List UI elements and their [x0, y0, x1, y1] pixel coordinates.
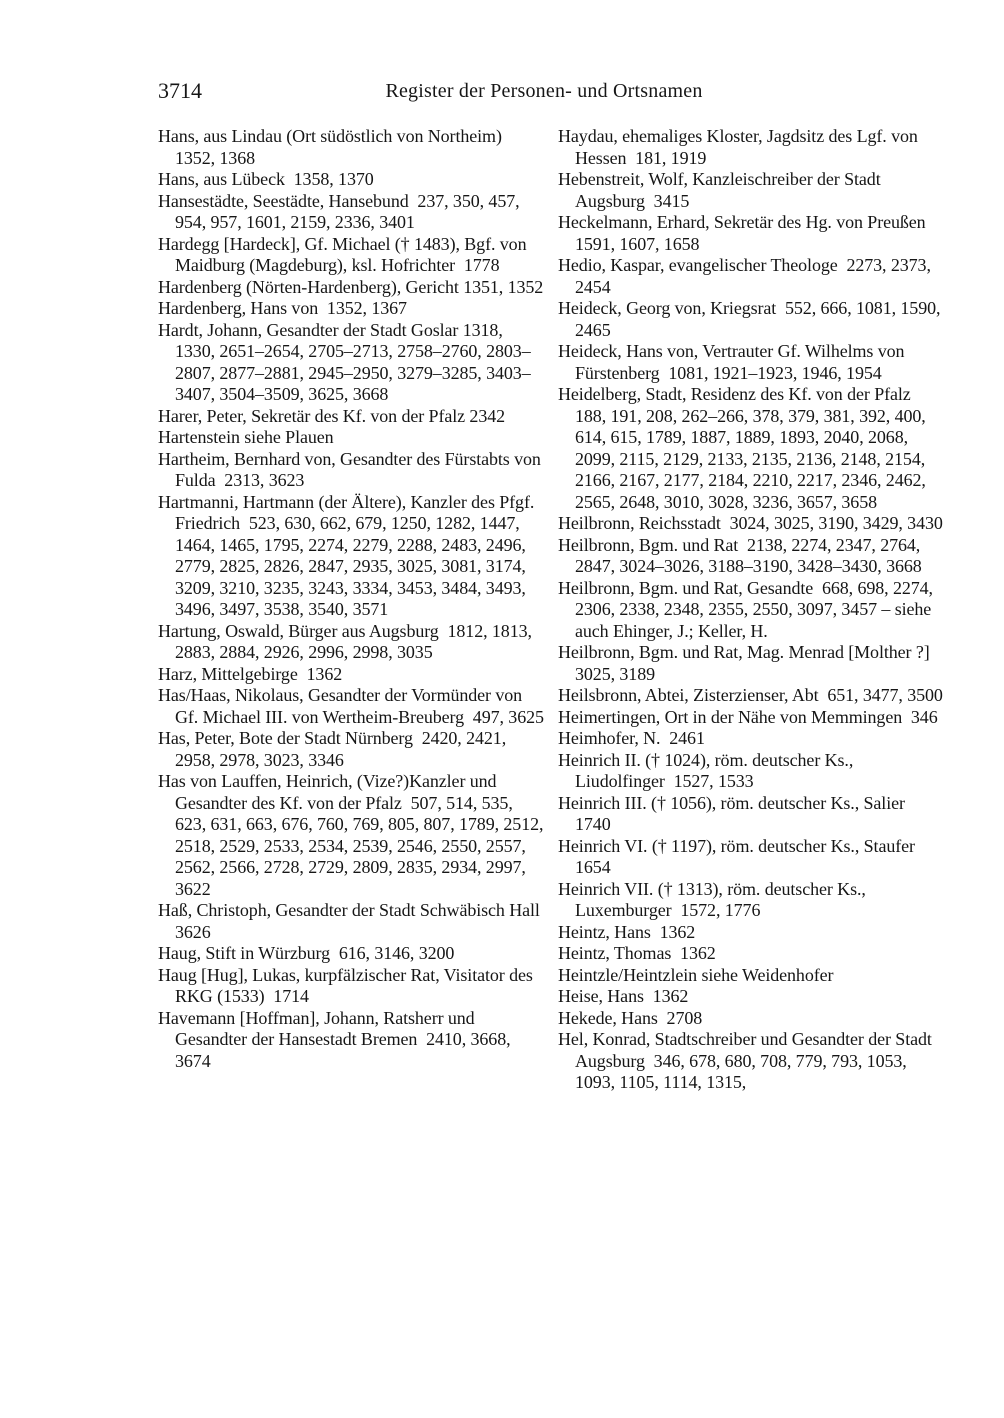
index-entry: Heilbronn, Bgm. und Rat, Mag. Menrad [Molther ?] 3025, 3189: [558, 642, 939, 684]
index-column-left: [158, 126, 549, 1072]
index-entry: Heideck, Georg von, Kriegsrat 552, 666, 1081, 1590, 2465: [558, 298, 945, 340]
index-entry: Haug [Hug], Lukas, kurpfälzischer Rat, Visitator des RKG (1533) 1714: [158, 964, 538, 1006]
index-entry: Heintzle/Heintzlein siehe Weidenhofer: [558, 964, 834, 985]
index-entry: Hebenstreit, Wolf, Kanzleischreiber der Stadt Augsburg 3415: [558, 169, 885, 211]
index-entry: Has, Peter, Bote der Stadt Nürnberg 2420, 2421, 2958, 2978, 3023, 3346: [158, 728, 511, 770]
index-entry: Heinrich VII. († 1313), röm. deutscher Ks., Luxemburger 1572, 1776: [558, 878, 871, 920]
page-header: [158, 78, 930, 108]
index-entry: Haydau, ehemaliges Kloster, Jagdsitz des Lgf. von Hessen 181, 1919: [558, 126, 923, 168]
index-entry: Heckelmann, Erhard, Sekretär des Hg. von Preußen 1591, 1607, 1658: [558, 212, 935, 254]
index-entry: Hedio, Kaspar, evangelischer Theologe 2273, 2373, 2454: [558, 255, 936, 297]
index-entry: Hartenstein siehe Plauen: [158, 427, 334, 447]
index-entry: Heilbronn, Bgm. und Rat, Gesandte 668, 698, 2274, 2306, 2338, 2348, 2355, 2550, 3097, 3457 – siehe auch Ehinger, J.; Keller, H.: [558, 577, 938, 641]
index-entry: Hel, Konrad, Stadtschreiber und Gesandter der Stadt Augsburg 346, 678, 680, 708, 779, 793, 1053, 1093, 1105, 1114, 1315,: [558, 1029, 936, 1092]
index-entry: Heilbronn, Bgm. und Rat 2138, 2274, 2347, 2764, 2847, 3024–3026, 3188–3190, 3428–3430, 3668: [558, 534, 925, 576]
index-entry: Heintz, Thomas 1362: [558, 943, 716, 963]
index-entry: Heidelberg, Stadt, Residenz des Kf. von der Pfalz 188, 191, 208, 262–266, 378, 379, 381, 392, 400, 614, 615, 1789, 1887, 1889, 1893, 2040, 2068, 2099, 2115, 2129, 2133, 2135, 2136, 2148, 2154, 2166, 2167, 2177, 2184, 2210, 2217, 2346, 2462, 2565, 2648, 3010, 3028, 3236, 3657, 3658: [558, 384, 931, 512]
page-number: 3714: [158, 78, 202, 103]
index-entry: Has/Haas, Nikolaus, Gesandter der Vormünder von Gf. Michael III. von Wertheim-Breuberg 497, 3625: [158, 685, 544, 727]
index-entry: Hardt, Johann, Gesandter der Stadt Goslar 1318, 1330, 2651–2654, 2705–2713, 2758–2760, 2803–2807, 2877–2881, 2945–2950, 3279–3285, 3403–3407, 3504–3509, 3625, 3668: [158, 319, 531, 404]
index-entry: Hartmanni, Hartmann (der Ältere), Kanzler des Pfgf. Friedrich 523, 630, 662, 679, 1250, 1282, 1447, 1464, 1465, 1795, 2274, 2279, 2288, 2483, 2496, 2779, 2825, 2826, 2847, 2935, 3025, 3081, 3174, 3209, 3210, 3235, 3243, 3334, 3453, 3484, 3493, 3496, 3497, 3538, 3540, 3571: [158, 491, 539, 619]
index-entry: Hardenberg (Nörten-Hardenberg), Gericht 1351, 1352: [158, 276, 544, 297]
index-entry: Heintz, Hans 1362: [558, 921, 696, 942]
index-entry: Hartung, Oswald, Bürger aus Augsburg 1812, 1813, 2883, 2884, 2926, 2996, 2998, 3035: [158, 620, 537, 662]
index-columns: [158, 126, 944, 1094]
index-entry: Harer, Peter, Sekretär des Kf. von der Pfalz 2342: [158, 405, 506, 426]
index-entry: Hartheim, Bernhard von, Gesandter des Fürstabts von Fulda 2313, 3623: [158, 448, 546, 490]
index-entry: Hekede, Hans 2708: [558, 1007, 703, 1028]
index-entry: Hardenberg, Hans von 1352, 1367: [158, 298, 407, 318]
index-entry: Haug, Stift in Würzburg 616, 3146, 3200: [158, 943, 455, 963]
index-entry: Heinrich II. († 1024), röm. deutscher Ks., Liudolfinger 1527, 1533: [558, 749, 858, 791]
index-entry: Heideck, Hans von, Vertrauter Gf. Wilhelms von Fürstenberg 1081, 1921–1923, 1946, 1954: [558, 341, 909, 383]
index-entry: Hans, aus Lindau (Ort südöstlich von Northeim) 1352, 1368: [158, 126, 511, 168]
index-column-right: [558, 126, 944, 1094]
index-entry: Heimertingen, Ort in der Nähe von Memmingen 346: [558, 706, 938, 727]
index-entry: Hardegg [Hardeck], Gf. Michael († 1483), Bgf. von Maidburg (Magdeburg), ksl. Hofrichter 1778: [158, 233, 531, 275]
index-entry: Hansestädte, Seestädte, Hansebund 237, 350, 457, 954, 957, 1601, 2159, 2336, 3401: [158, 190, 524, 232]
index-entry: Haß, Christoph, Gesandter der Stadt Schwäbisch Hall 3626: [158, 900, 549, 942]
index-entry: Heinrich III. († 1056), röm. deutscher Ks., Salier 1740: [558, 792, 914, 834]
index-entry: Havemann [Hoffman], Johann, Ratsherr und Gesandter der Hansestadt Bremen 2410, 3668, 3674: [158, 1007, 515, 1071]
index-entry: Hans, aus Lübeck 1358, 1370: [158, 169, 374, 189]
index-entry: Heise, Hans 1362: [558, 986, 689, 1006]
index-entry: Heilsbronn, Abtei, Zisterzienser, Abt 651, 3477, 3500: [558, 685, 943, 705]
index-entry: Harz, Mittelgebirge 1362: [158, 663, 343, 684]
index-entry: Heilbronn, Reichsstadt 3024, 3025, 3190, 3429, 3430: [558, 513, 943, 533]
index-entry: Heinrich VI. († 1197), röm. deutscher Ks., Staufer 1654: [558, 835, 924, 877]
index-entry: Heimhofer, N. 2461: [558, 728, 705, 748]
running-header-title: Register der Personen- und Ortsnamen: [385, 80, 703, 102]
index-entry: Has von Lauffen, Heinrich, (Vize?)Kanzler und Gesandter des Kf. von der Pfalz 507, 514, 535, 623, 631, 663, 676, 760, 769, 805, 807, 1789, 2512, 2518, 2529, 2533, 2534, 2539, 2546, 2550, 2557, 2562, 2566, 2728, 2729, 2809, 2835, 2934, 2997, 3622: [158, 771, 548, 899]
